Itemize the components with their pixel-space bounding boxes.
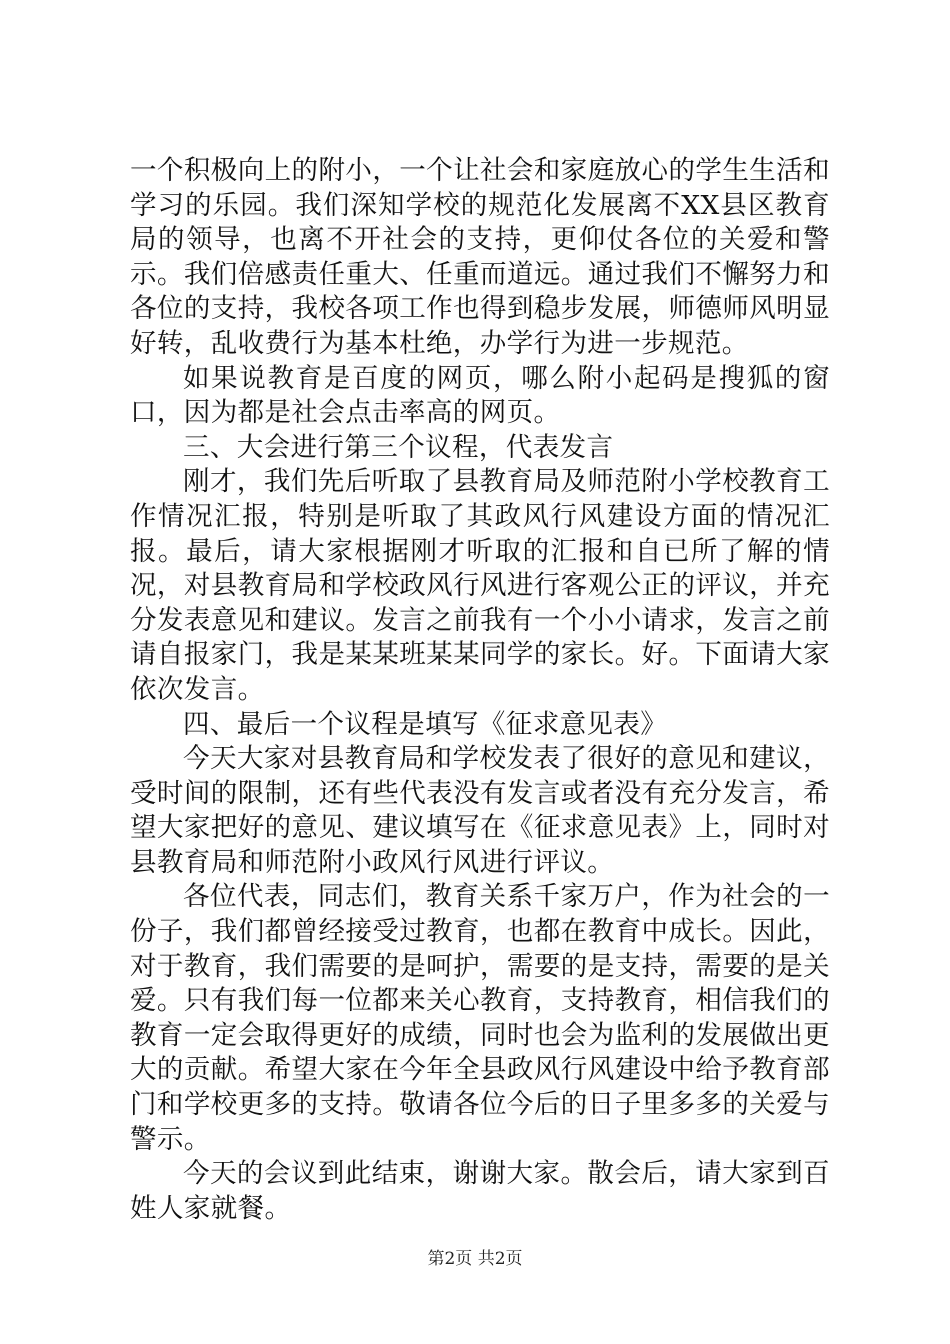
agenda-heading-4: 四、最后一个议程是填写《征求意见表》 xyxy=(183,708,668,740)
paragraph-7: 各位代表，同志们，教育关系千家万户，作为社会的一份子，我们都曾经接受过教育，也都在教育中成长。因此，对于教育，我们需要的是呵护，需要的是支持，需要的是关爱。只有我们每一位都来关心教育，支持教育，相信我们的教育一定会取得更好的成绩，同时也会为监利的发展做出更大的贡献。希望大家在今年全县政风行风建设中给予教育部门和学校更多的支持。敬请各位今后的日子里多多的关爱与警示。 xyxy=(130,881,830,1155)
document-body xyxy=(130,154,830,1226)
page-footer xyxy=(0,1244,950,1269)
paragraph-8: 今天的会议到此结束，谢谢大家。散会后，请大家到百姓人家就餐。 xyxy=(130,1158,830,1224)
page-number-label: 第2页 共2页 xyxy=(427,1249,523,1269)
paragraph-1: 一个积极向上的附小，一个让社会和家庭放心的学生生活和学习的乐园。我们深知学校的规范化发展离不XX县区教育局的领导，也离不开社会的支持，更仰仗各位的关爱和警示。我们倍感责任重大、任重而道远。通过我们不懈努力和各位的支持，我校各项工作也得到稳步发展，师德师风明显好转，乱收费行为基本杜绝，办学行为进一步规范。 xyxy=(130,155,830,359)
paragraph-2: 如果说教育是百度的网页，哪么附小起码是搜狐的窗口，因为都是社会点击率高的网页。 xyxy=(130,362,830,429)
paragraph-6: 今天大家对县教育局和学校发表了很好的意见和建议，受时间的限制，还有些代表没有发言或者没有充分发言，希望大家把好的意见、建议填写在《征求意见表》上，同时对县教育局和师范附小政风行风进行评议。 xyxy=(130,743,830,878)
paragraph-4: 刚才，我们先后听取了县教育局及师范附小学校教育工作情况汇报，特别是听取了其政风行风建设方面的情况汇报。最后，请大家根据刚才听取的汇报和自已所了解的情况，对县教育局和学校政风行风进行客观公正的评议，并充分发表意见和建议。发言之前我有一个小小请求，发言之前请自报家门，我是某某班某某同学的家长。好。下面请大家依次发言。 xyxy=(130,466,830,705)
agenda-heading-3: 三、大会进行第三个议程，代表发言 xyxy=(183,431,614,463)
